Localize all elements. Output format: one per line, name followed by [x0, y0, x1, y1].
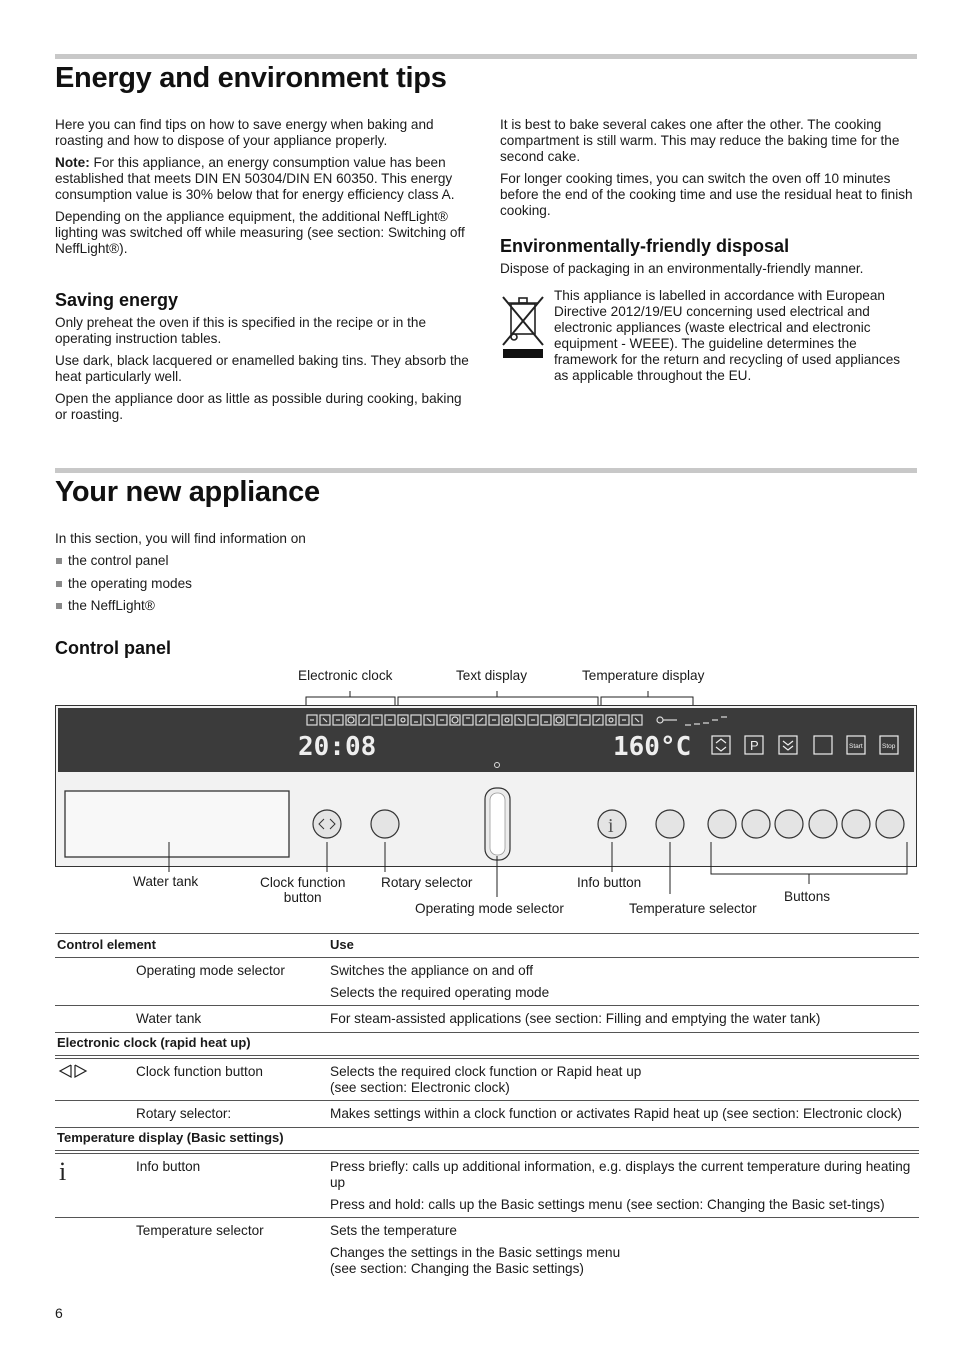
table-header [55, 933, 919, 957]
label-info-button: Info button [577, 875, 642, 890]
control-element-cell: Info button [136, 1159, 201, 1174]
start-key-label: Start [849, 743, 863, 750]
stop-key-label: Stop [882, 743, 896, 750]
control-element-cell: Rotary selector: [136, 1106, 232, 1121]
section-rule [55, 468, 917, 473]
nefflight-paragraph: Depending on the appliance equipment, the additional NeffLight® lighting was switched off while measuring (see section: Switching off NeffLight®). [55, 209, 465, 256]
info-icon [57, 1158, 117, 1184]
svg-text:i: i [608, 815, 614, 837]
page-number: 6 [55, 1305, 63, 1321]
note-paragraph [55, 155, 475, 203]
label-buttons: Buttons [784, 889, 831, 904]
group-header: Electronic clock (rapid heat up) [55, 1032, 919, 1056]
control-table [55, 933, 919, 1281]
cakes-paragraph: It is best to bake several cakes one after the other. The cooking compartment is still warm. This may reduce the baking time for the second cake. [500, 117, 900, 164]
table-row [55, 1153, 919, 1217]
control-element-cell: Clock function button [136, 1064, 263, 1079]
label-clock-function-button: Clock function button [260, 875, 346, 905]
label-text-display: Text display [456, 668, 528, 683]
label-electronic-clock: Electronic clock [298, 668, 393, 683]
control-element-cell: Operating mode selector [136, 963, 285, 978]
list-item: the NeffLight® [55, 598, 192, 614]
label-operating-mode-selector: Operating mode selector [415, 901, 564, 916]
saving-energy-heading: Saving energy [55, 290, 179, 310]
disposal-paragraph: Dispose of packaging in an environmentally-friendly manner. [500, 261, 864, 276]
control-panel-heading: Control panel [55, 638, 171, 658]
label-temperature-display: Temperature display [582, 668, 705, 683]
table-row [55, 1058, 919, 1100]
right-column [500, 117, 920, 225]
topic-list [55, 553, 192, 621]
col-header-control: Control element [57, 937, 156, 952]
clock-arrows-icon [57, 1063, 117, 1079]
svg-text:i: i [59, 1158, 67, 1184]
p-key-label: P [750, 738, 759, 753]
table-row [55, 1100, 919, 1126]
intro-paragraph: Here you can find tips on how to save energy when baking and roasting and how to dispose of your appliance properly. [55, 117, 434, 148]
page-title: Energy and environment tips [55, 62, 447, 94]
col-header-use: Use [330, 937, 354, 952]
use-cell: Selects the required operating mode [330, 985, 550, 1000]
label-water-tank: Water tank [133, 874, 199, 889]
clock-digits: 20:08 [298, 732, 377, 762]
list-item: the control panel [55, 553, 192, 569]
table-row [55, 1005, 919, 1031]
disposal-heading: Environmentally-friendly disposal [500, 236, 790, 256]
use-cell: Selects the required clock function or Rapid heat up (see section: Electronic clock) [330, 1064, 642, 1095]
saving-paragraph: Use dark, black lacquered or enamelled baking tins. They absorb the heat particularly well. [55, 353, 469, 384]
use-cell: Changes the settings in the Basic settings menu (see section: Changing the Basic settings) [330, 1245, 621, 1276]
section2-intro: In this section, you will find information on [55, 531, 306, 546]
section-rule [55, 54, 917, 59]
use-cell: Sets the temperature [330, 1223, 457, 1238]
weee-bin-icon [500, 291, 546, 363]
saving-paragraph: Only preheat the oven if this is specified in the recipe or in the operating instruction tables. [55, 315, 427, 346]
left-column [55, 117, 475, 263]
control-element-cell: Water tank [136, 1011, 202, 1026]
label-temperature-selector: Temperature selector [629, 901, 757, 916]
note-text: For this appliance, an energy consumption value has been established that meets DIN EN 50304/DIN EN 60350. This energy consumption value is 30% below that for energy efficiency class A. [55, 155, 455, 202]
use-cell: For steam-assisted applications (see section: Filling and emptying the water tank) [330, 1011, 821, 1026]
residual-heat-paragraph: For longer cooking times, you can switch the oven off 10 minutes before the end of the cooking time and use the residual heat to finish cooking. [500, 171, 913, 218]
saving-energy-text [55, 315, 475, 429]
note-label: Note: [55, 155, 90, 170]
table-row [55, 1217, 919, 1281]
label-rotary-selector: Rotary selector [381, 875, 473, 890]
list-item: the operating modes [55, 576, 192, 592]
saving-paragraph: Open the appliance door as little as possible during cooking, baking or roasting. [55, 391, 462, 422]
use-cell: Press and hold: calls up the Basic settings menu (see section: Changing the Basic set-tings) [330, 1197, 885, 1212]
control-element-cell: Temperature selector [136, 1223, 264, 1238]
use-cell: Makes settings within a clock function or activates Rapid heat up (see section: Electronic clock) [330, 1106, 902, 1121]
section-title: Your new appliance [55, 476, 320, 508]
use-cell: Press briefly: calls up additional information, e.g. displays the current temperature during heating up [330, 1159, 911, 1190]
group-header: Temperature display (Basic settings) [55, 1127, 919, 1151]
use-cell: Switches the appliance on and off [330, 963, 534, 978]
temp-digits: 160°C [613, 732, 692, 762]
table-row [55, 957, 919, 1005]
weee-text: This appliance is labelled in accordance with European Directive 2012/19/EU concerning used electrical and electronic appliances (waste electrical and electronic equipment - WEEE). The guideline determines the framework for the return and recycling of used appliances as applicable throughout the EU. [554, 288, 901, 383]
